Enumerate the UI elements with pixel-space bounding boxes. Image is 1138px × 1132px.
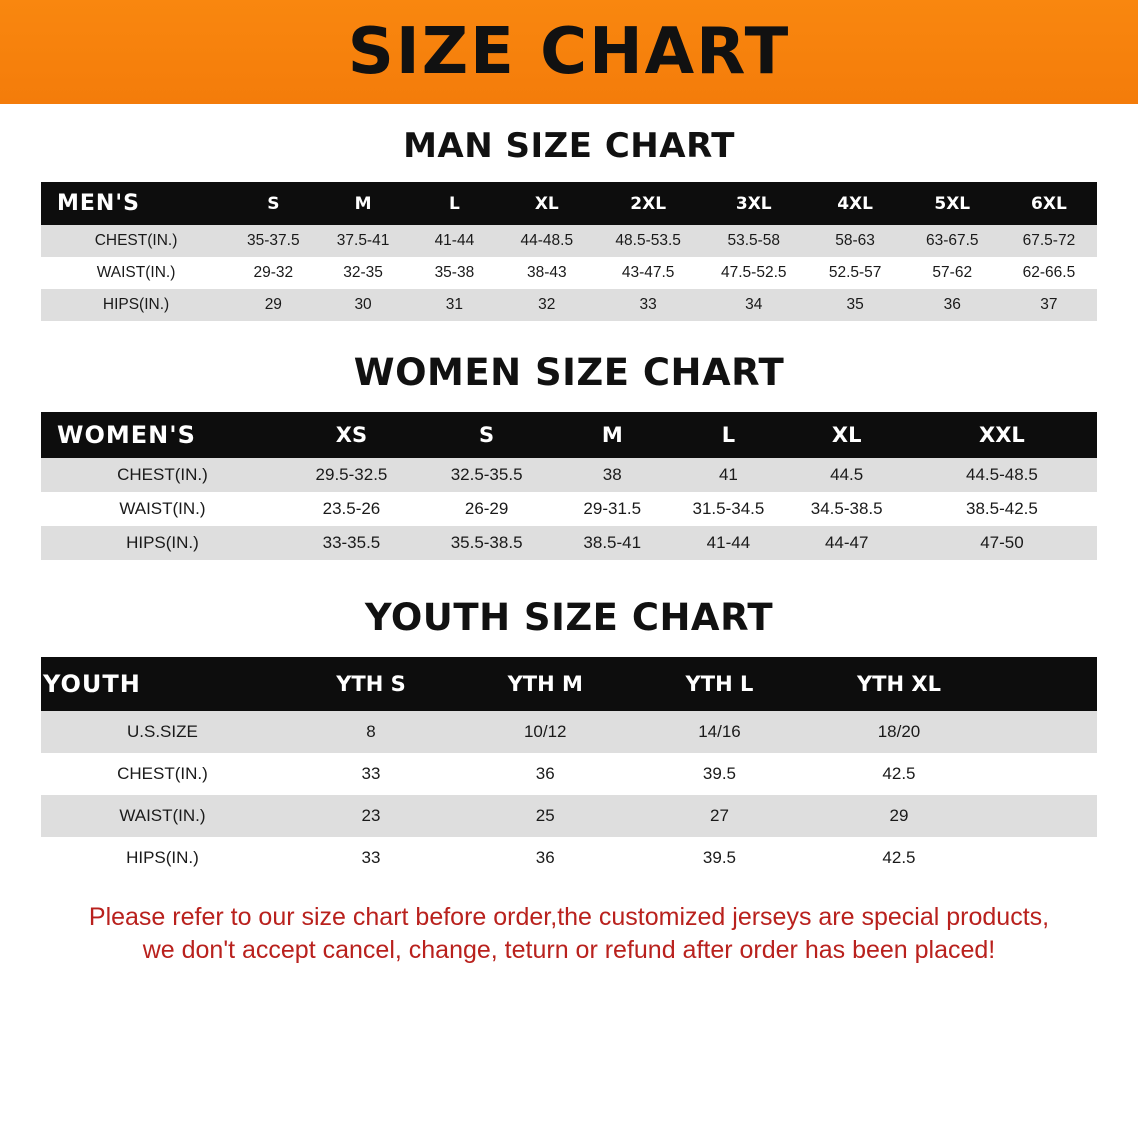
man-size-table-wrap <box>41 182 1097 321</box>
page-title: SIZE CHART <box>347 15 791 89</box>
women-header-cell-2: S <box>419 412 554 458</box>
table-row <box>41 837 1097 879</box>
youth-cell-1-0: 33 <box>284 753 458 795</box>
table-row <box>41 711 1097 753</box>
women-row-label-1: WAIST(IN.) <box>41 492 284 526</box>
man-cell-2-7: 36 <box>904 289 1001 321</box>
youth-cell-1-3: 42.5 <box>807 753 992 795</box>
man-cell-2-5: 34 <box>701 289 807 321</box>
man-cell-0-0: 35-37.5 <box>231 225 315 257</box>
women-header-cell-6: XXL <box>907 412 1097 458</box>
man-cell-1-5: 47.5-52.5 <box>701 257 807 289</box>
man-header-cell-6: 3XL <box>701 182 807 225</box>
women-table-header <box>41 412 1097 458</box>
man-cell-2-3: 32 <box>498 289 595 321</box>
table-row <box>41 257 1097 289</box>
women-cell-1-3: 31.5-34.5 <box>670 492 786 526</box>
youth-cell-2-2: 27 <box>632 795 806 837</box>
youth-row-label-2: WAIST(IN.) <box>41 795 284 837</box>
man-cell-0-5: 53.5-58 <box>701 225 807 257</box>
policy-note-line-2: we don't accept cancel, change, teturn or refund after order has been placed! <box>142 936 996 964</box>
man-cell-1-3: 38-43 <box>498 257 595 289</box>
women-cell-2-1: 35.5-38.5 <box>419 526 554 560</box>
women-cell-1-5: 38.5-42.5 <box>907 492 1097 526</box>
policy-note-line-1: Please refer to our size chart before order,the customized jerseys are special products, <box>88 903 1050 931</box>
table-row <box>41 289 1097 321</box>
youth-cell-2-3: 29 <box>807 795 992 837</box>
man-table-header <box>41 182 1097 225</box>
man-section-title: MAN SIZE CHART <box>403 126 735 166</box>
man-row-label-2: HIPS(IN.) <box>41 289 231 321</box>
youth-cell-3-0: 33 <box>284 837 458 879</box>
youth-cell-0-2: 14/16 <box>632 711 806 753</box>
women-size-table <box>41 412 1097 560</box>
man-header-cell-0: MEN'S <box>41 182 231 225</box>
youth-cell-1-spacer <box>991 753 1097 795</box>
man-header-cell-2: M <box>316 182 411 225</box>
youth-cell-3-3: 42.5 <box>807 837 992 879</box>
women-header-cell-1: XS <box>284 412 419 458</box>
women-cell-2-3: 41-44 <box>670 526 786 560</box>
women-cell-0-4: 44.5 <box>787 458 907 492</box>
policy-note <box>39 901 1099 967</box>
youth-cell-1-2: 39.5 <box>632 753 806 795</box>
youth-cell-0-0: 8 <box>284 711 458 753</box>
man-cell-1-8: 62-66.5 <box>1001 257 1097 289</box>
man-cell-1-4: 43-47.5 <box>595 257 701 289</box>
youth-row-label-1: CHEST(IN.) <box>41 753 284 795</box>
women-row-label-0: CHEST(IN.) <box>41 458 284 492</box>
man-cell-2-1: 30 <box>316 289 411 321</box>
youth-table-header <box>41 657 1097 711</box>
youth-size-table-wrap <box>41 657 1097 879</box>
man-row-label-0: CHEST(IN.) <box>41 225 231 257</box>
youth-header-cell-4: YTH XL <box>807 657 992 711</box>
table-row <box>41 795 1097 837</box>
table-row <box>41 458 1097 492</box>
youth-header-cell-0: YOUTH <box>41 657 284 711</box>
women-row-label-2: HIPS(IN.) <box>41 526 284 560</box>
man-cell-1-0: 29-32 <box>231 257 315 289</box>
youth-header-cell-spacer <box>991 657 1097 711</box>
youth-header-cell-2: YTH M <box>458 657 632 711</box>
man-size-table <box>41 182 1097 321</box>
man-cell-1-6: 52.5-57 <box>807 257 904 289</box>
youth-cell-1-1: 36 <box>458 753 632 795</box>
women-cell-1-4: 34.5-38.5 <box>787 492 907 526</box>
man-cell-0-8: 67.5-72 <box>1001 225 1097 257</box>
women-cell-2-4: 44-47 <box>787 526 907 560</box>
youth-cell-0-1: 10/12 <box>458 711 632 753</box>
man-cell-0-4: 48.5-53.5 <box>595 225 701 257</box>
youth-row-label-3: HIPS(IN.) <box>41 837 284 879</box>
table-row <box>41 225 1097 257</box>
man-cell-2-8: 37 <box>1001 289 1097 321</box>
man-header-cell-5: 2XL <box>595 182 701 225</box>
man-cell-0-3: 44-48.5 <box>498 225 595 257</box>
man-cell-2-2: 31 <box>411 289 499 321</box>
man-cell-0-2: 41-44 <box>411 225 499 257</box>
man-header-cell-8: 5XL <box>904 182 1001 225</box>
man-cell-1-2: 35-38 <box>411 257 499 289</box>
youth-size-table <box>41 657 1097 879</box>
women-cell-2-2: 38.5-41 <box>554 526 670 560</box>
man-cell-1-1: 32-35 <box>316 257 411 289</box>
table-row <box>41 492 1097 526</box>
women-cell-0-0: 29.5-32.5 <box>284 458 419 492</box>
youth-cell-3-2: 39.5 <box>632 837 806 879</box>
man-cell-2-6: 35 <box>807 289 904 321</box>
youth-cell-2-1: 25 <box>458 795 632 837</box>
man-cell-1-7: 57-62 <box>904 257 1001 289</box>
women-size-table-wrap <box>41 412 1097 560</box>
man-cell-0-6: 58-63 <box>807 225 904 257</box>
women-cell-1-2: 29-31.5 <box>554 492 670 526</box>
youth-header-cell-3: YTH L <box>632 657 806 711</box>
women-section-title: WOMEN SIZE CHART <box>353 351 785 394</box>
man-cell-2-0: 29 <box>231 289 315 321</box>
women-cell-0-5: 44.5-48.5 <box>907 458 1097 492</box>
women-cell-0-2: 38 <box>554 458 670 492</box>
man-cell-2-4: 33 <box>595 289 701 321</box>
women-cell-0-3: 41 <box>670 458 786 492</box>
youth-cell-3-spacer <box>991 837 1097 879</box>
women-cell-0-1: 32.5-35.5 <box>419 458 554 492</box>
man-cell-0-7: 63-67.5 <box>904 225 1001 257</box>
women-header-cell-3: M <box>554 412 670 458</box>
women-cell-2-5: 47-50 <box>907 526 1097 560</box>
youth-cell-2-spacer <box>991 795 1097 837</box>
youth-row-label-0: U.S.SIZE <box>41 711 284 753</box>
women-header-cell-5: XL <box>787 412 907 458</box>
youth-cell-3-1: 36 <box>458 837 632 879</box>
youth-cell-0-spacer <box>991 711 1097 753</box>
women-cell-1-1: 26-29 <box>419 492 554 526</box>
youth-cell-0-3: 18/20 <box>807 711 992 753</box>
youth-header-cell-1: YTH S <box>284 657 458 711</box>
man-cell-0-1: 37.5-41 <box>316 225 411 257</box>
table-row <box>41 526 1097 560</box>
man-header-cell-1: S <box>231 182 315 225</box>
man-header-cell-9: 6XL <box>1001 182 1097 225</box>
youth-cell-2-0: 23 <box>284 795 458 837</box>
man-header-cell-4: XL <box>498 182 595 225</box>
table-row <box>41 753 1097 795</box>
man-header-cell-3: L <box>411 182 499 225</box>
women-cell-2-0: 33-35.5 <box>284 526 419 560</box>
man-header-cell-7: 4XL <box>807 182 904 225</box>
women-header-cell-0: WOMEN'S <box>41 412 284 458</box>
man-row-label-1: WAIST(IN.) <box>41 257 231 289</box>
women-header-cell-4: L <box>670 412 786 458</box>
banner <box>0 0 1138 104</box>
women-cell-1-0: 23.5-26 <box>284 492 419 526</box>
youth-section-title: YOUTH SIZE CHART <box>364 596 774 639</box>
